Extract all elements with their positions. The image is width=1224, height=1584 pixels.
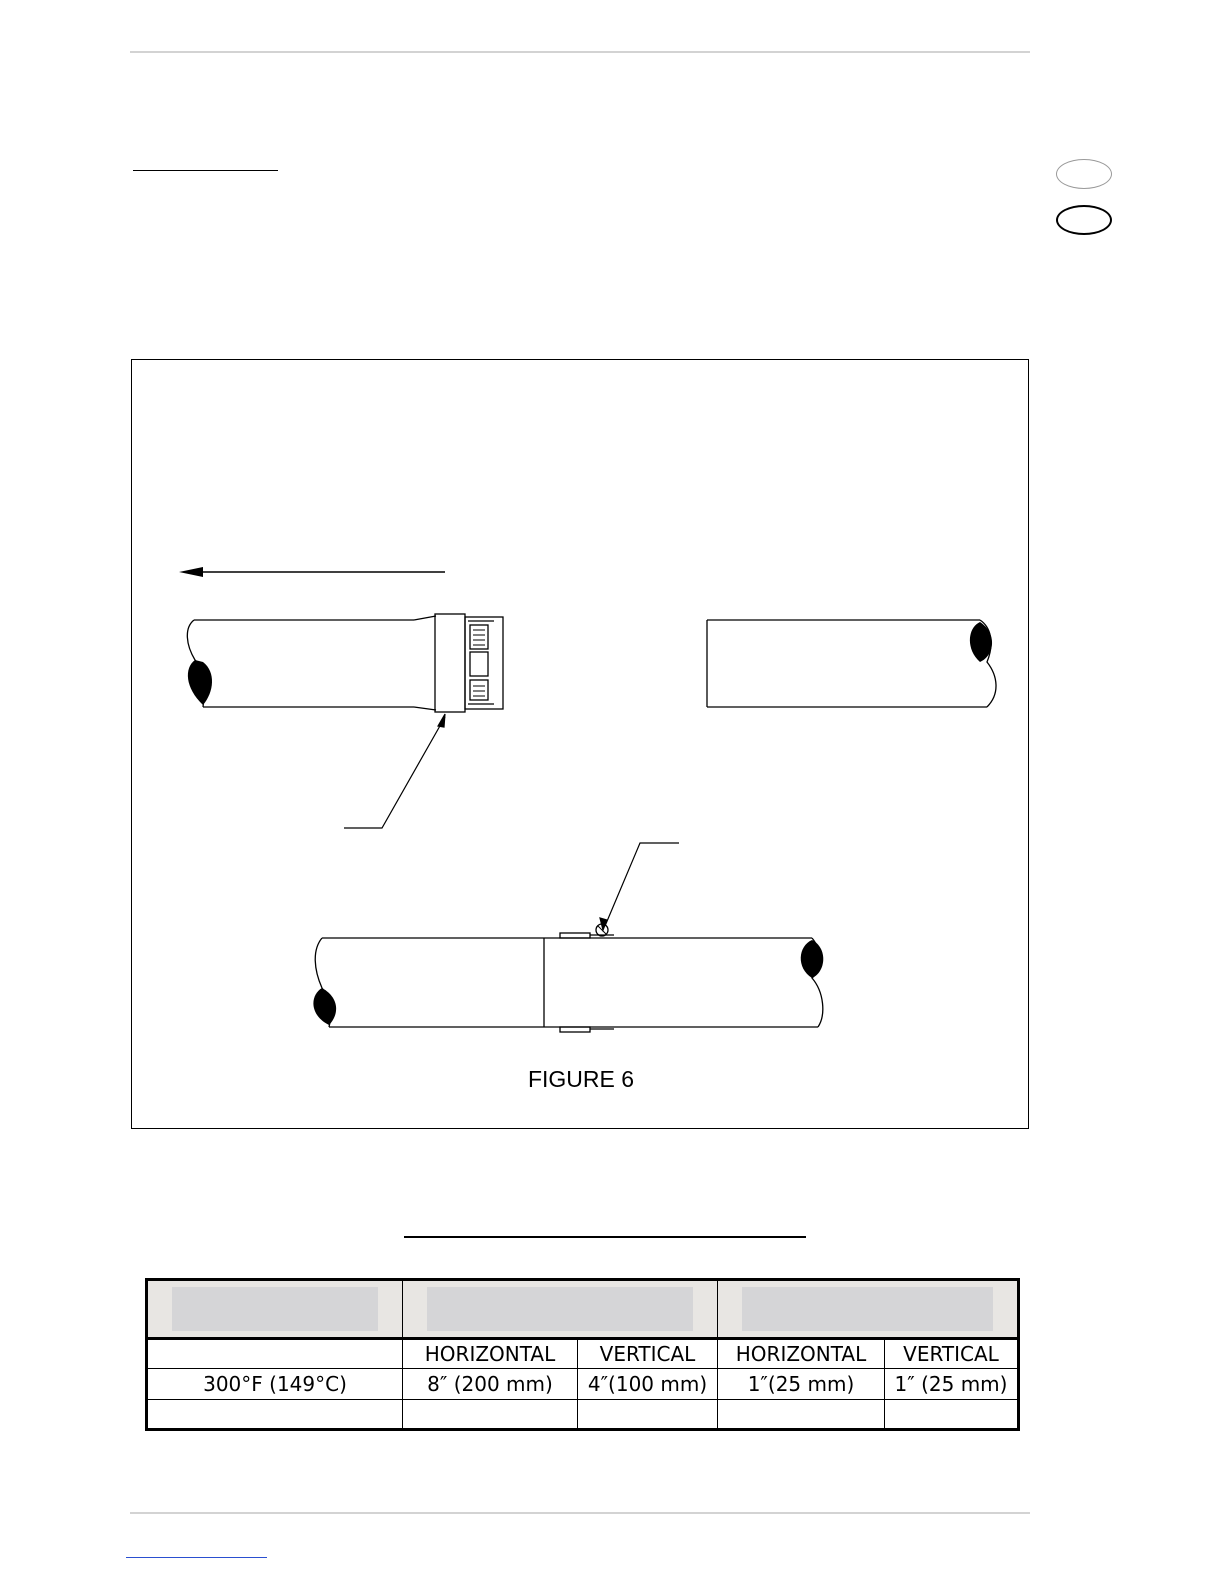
clearance-cell: 4″(100 mm) [578, 1369, 718, 1400]
clearance-cell: 8″ (200 mm) [403, 1369, 578, 1400]
subheader-cell: HORIZONTAL [403, 1339, 578, 1369]
empty-cell [885, 1400, 1019, 1430]
header-cell-temperature [147, 1280, 403, 1339]
pipe-cut-end-assembled-left [313, 988, 336, 1025]
header-cell-group-1 [403, 1280, 718, 1339]
clearance-cell: 1″(25 mm) [718, 1369, 885, 1400]
pipe-right-section [707, 620, 996, 707]
footer-link[interactable] [126, 1557, 267, 1558]
figure-caption: FIGURE 6 [527, 1066, 635, 1092]
clearance-table [145, 1278, 1020, 1431]
temperature-cell: 300°F (149°C) [147, 1369, 403, 1400]
language-tab-active[interactable] [1056, 205, 1112, 235]
pipe-assembled [315, 924, 823, 1032]
empty-cell [578, 1400, 718, 1430]
table-title-underline [404, 1236, 806, 1238]
pipe-cut-end-left [188, 660, 212, 705]
empty-cell [403, 1400, 578, 1430]
subheader-cell: VERTICAL [885, 1339, 1019, 1369]
screw-leader-line [600, 843, 679, 930]
subheader-cell: HORIZONTAL [718, 1339, 885, 1369]
table-row [147, 1369, 1019, 1400]
footer-rule [130, 1512, 1030, 1514]
direction-arrow [179, 567, 445, 577]
language-tab-inactive[interactable] [1056, 159, 1112, 189]
figure-6-panel [131, 359, 1029, 1129]
table-row-empty [147, 1400, 1019, 1430]
empty-cell [147, 1400, 403, 1430]
section-heading-underline [133, 170, 278, 171]
table-subheader-row [147, 1339, 1019, 1369]
clearance-cell: 1″ (25 mm) [885, 1369, 1019, 1400]
header-cell-group-2 [718, 1280, 1019, 1339]
table-header-row [147, 1280, 1019, 1339]
subheader-cell: VERTICAL [578, 1339, 718, 1369]
header-rule [130, 51, 1030, 53]
clamp-leader-line [344, 714, 445, 828]
pipe-connection-diagram [132, 360, 1030, 1130]
pipe-left-with-clamp [187, 614, 503, 712]
pipe-cut-end-assembled-right [801, 940, 824, 978]
subheader-cell-empty [147, 1339, 403, 1369]
empty-cell [718, 1400, 885, 1430]
